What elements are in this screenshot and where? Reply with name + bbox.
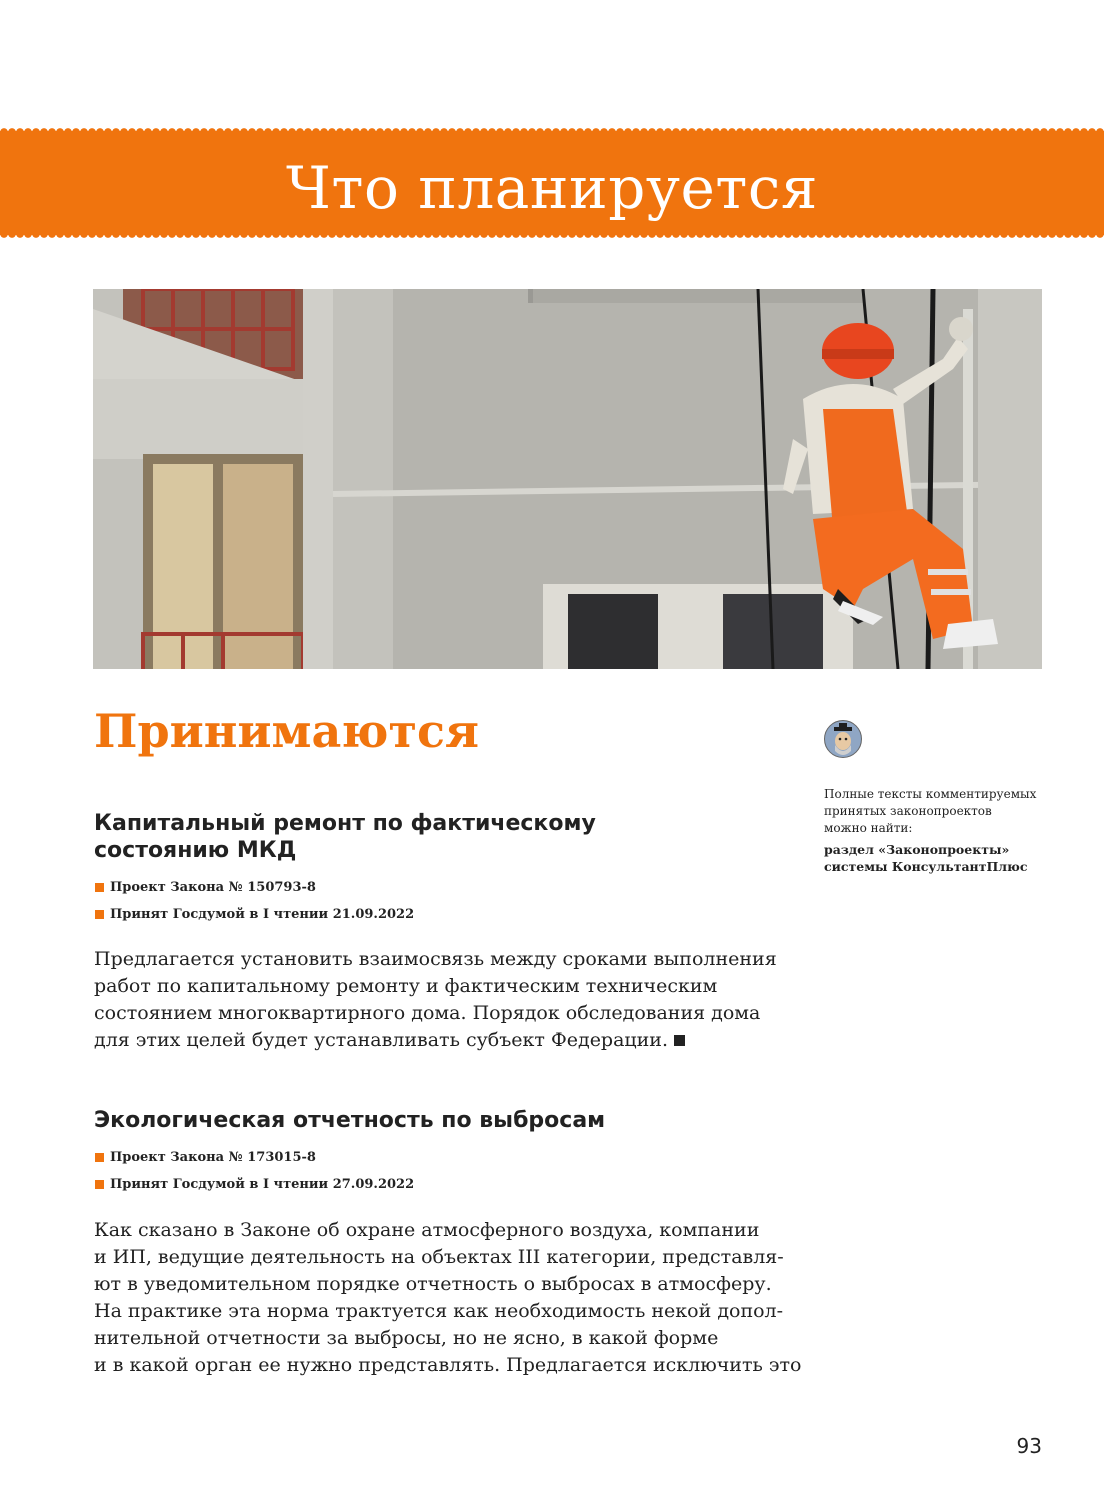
reading-status: Принят Госдумой в I чтении 27.09.2022 [94, 1171, 414, 1198]
header-banner [0, 124, 1104, 242]
body-line: ют в уведомительном порядке отчетность о выбросах в атмосферу. [94, 1273, 772, 1295]
end-square-icon [674, 1035, 685, 1046]
sidebar-text-line: можно найти: [824, 821, 913, 835]
section-heading: Принимаются [94, 704, 479, 758]
sidebar-reference [824, 841, 1064, 875]
facade-worker-photo [93, 289, 1042, 669]
body-line: На практике эта норма трактуется как необходимость некой допол- [94, 1300, 784, 1322]
banner-scallop-bottom [0, 234, 1104, 242]
sidebar-reference-line: системы КонсультантПлюс [824, 859, 1028, 874]
body-line: работ по капитальному ремонту и фактическим техническим [94, 975, 718, 997]
body-line: и ИП, ведущие деятельность на объектах III категории, представля- [94, 1246, 784, 1268]
page-number: 93 [1016, 1434, 1042, 1458]
sidebar-text-line: принятых законопроектов [824, 804, 992, 818]
body-line: и в какой орган ее нужно представлять. Предлагается исключить это [94, 1354, 802, 1376]
bill-number: Проект Закона № 173015-8 [94, 1144, 414, 1171]
sidebar-text-line: Полные тексты комментируемых [824, 787, 1037, 801]
reading-status: Принят Госдумой в I чтении 21.09.2022 [94, 901, 414, 928]
body-line: для этих целей будет устанавливать субъект Федерации. [94, 1029, 669, 1051]
item-1-title-line: Капитальный ремонт по фактическому [94, 811, 596, 836]
sidebar-reference-line: раздел «Законопроекты» [824, 842, 1010, 857]
item-1-meta [94, 874, 414, 928]
body-line-last [94, 1027, 777, 1054]
sidebar-text [824, 786, 1064, 837]
body-line: Как сказано в Законе об охране атмосферного воздуха, компании [94, 1219, 760, 1241]
page-title: Что планируется [286, 154, 818, 222]
professor-icon [825, 721, 861, 757]
body-line: нительной отчетности за выбросы, но не ясно, в какой форме [94, 1327, 719, 1349]
item-2-body [94, 1217, 801, 1379]
body-line: состоянием многоквартирного дома. Порядок обследования дома [94, 1002, 761, 1024]
item-2-title [94, 1107, 734, 1134]
item-1-body [94, 946, 777, 1054]
bill-number: Проект Закона № 150793-8 [94, 874, 414, 901]
item-1-title-line: состоянию МКД [94, 838, 297, 863]
sidebar-note [824, 720, 1064, 875]
body-line: Предлагается установить взаимосвязь между сроками выполнения [94, 948, 777, 970]
item-1-title [94, 810, 734, 864]
avatar [824, 720, 862, 758]
item-2-title-line: Экологическая отчетность по выбросам [94, 1108, 606, 1133]
item-2-meta [94, 1144, 414, 1198]
